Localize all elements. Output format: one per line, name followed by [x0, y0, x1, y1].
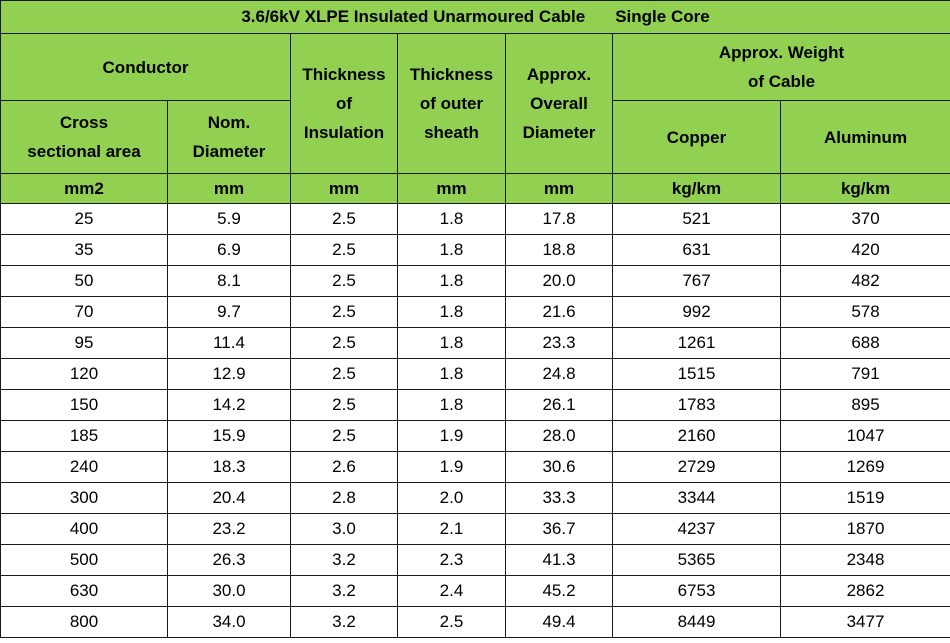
header-thickness-outer-sheath: Thickness of outer sheath — [398, 34, 506, 174]
units-row — [1, 174, 950, 204]
unit-cell: kg/km — [781, 174, 950, 204]
table-cell: 1269 — [781, 452, 950, 483]
table-cell: 791 — [781, 359, 950, 390]
unit-cell: mm — [506, 174, 613, 204]
table-cell: 1261 — [613, 328, 781, 359]
table-cell: 2.5 — [398, 607, 506, 638]
table-cell: 2.5 — [291, 421, 398, 452]
table-cell: 70 — [1, 297, 168, 328]
header-copper: Copper — [613, 101, 781, 174]
table-cell: 895 — [781, 390, 950, 421]
table-cell: 1.8 — [398, 235, 506, 266]
table-row — [1, 328, 950, 359]
table-cell: 4237 — [613, 514, 781, 545]
table-row — [1, 545, 950, 576]
table-cell: 2.4 — [398, 576, 506, 607]
table-cell: 9.7 — [168, 297, 291, 328]
table-cell: 18.3 — [168, 452, 291, 483]
table-cell: 24.8 — [506, 359, 613, 390]
table-cell: 33.3 — [506, 483, 613, 514]
table-cell: 26.3 — [168, 545, 291, 576]
table-cell: 1.8 — [398, 359, 506, 390]
table-cell: 23.2 — [168, 514, 291, 545]
header-overall-diameter: Approx. Overall Diameter — [506, 34, 613, 174]
table-cell: 2.6 — [291, 452, 398, 483]
table-cell: 688 — [781, 328, 950, 359]
table-cell: 25 — [1, 204, 168, 235]
title-main: 3.6/6kV XLPE Insulated Unarmoured Cable — [241, 7, 586, 26]
table-cell: 2.5 — [291, 266, 398, 297]
table-cell: 36.7 — [506, 514, 613, 545]
table-cell: 800 — [1, 607, 168, 638]
table-cell: 8.1 — [168, 266, 291, 297]
unit-cell: mm — [168, 174, 291, 204]
header-cross-sectional-area: Cross sectional area — [1, 101, 168, 174]
table-cell: 3.0 — [291, 514, 398, 545]
table-body — [1, 204, 950, 638]
table-cell: 500 — [1, 545, 168, 576]
table-cell: 3.2 — [291, 607, 398, 638]
table-cell: 2.0 — [398, 483, 506, 514]
table-cell: 1047 — [781, 421, 950, 452]
table-cell: 23.3 — [506, 328, 613, 359]
table-cell: 2348 — [781, 545, 950, 576]
table-row — [1, 266, 950, 297]
table-cell: 1.8 — [398, 204, 506, 235]
table-cell: 20.4 — [168, 483, 291, 514]
table-cell: 1.8 — [398, 328, 506, 359]
table-row — [1, 483, 950, 514]
table-title — [1, 1, 950, 34]
table-cell: 15.9 — [168, 421, 291, 452]
table-row — [1, 390, 950, 421]
table-cell: 5.9 — [168, 204, 291, 235]
table-row — [1, 235, 950, 266]
table-cell: 5365 — [613, 545, 781, 576]
table-cell: 21.6 — [506, 297, 613, 328]
title-suffix: Single Core — [615, 7, 710, 26]
table-row — [1, 359, 950, 390]
table-row — [1, 421, 950, 452]
table-cell: 300 — [1, 483, 168, 514]
table-cell: 120 — [1, 359, 168, 390]
unit-cell: kg/km — [613, 174, 781, 204]
table-cell: 18.8 — [506, 235, 613, 266]
table-cell: 2729 — [613, 452, 781, 483]
table-cell: 3.2 — [291, 545, 398, 576]
table-cell: 2.5 — [291, 204, 398, 235]
table-cell: 631 — [613, 235, 781, 266]
table-cell: 14.2 — [168, 390, 291, 421]
table-cell: 1.9 — [398, 452, 506, 483]
table-cell: 95 — [1, 328, 168, 359]
table-row — [1, 576, 950, 607]
table-cell: 3.2 — [291, 576, 398, 607]
table-cell: 49.4 — [506, 607, 613, 638]
table-cell: 767 — [613, 266, 781, 297]
table-cell: 370 — [781, 204, 950, 235]
table-cell: 150 — [1, 390, 168, 421]
table-cell: 1870 — [781, 514, 950, 545]
header-conductor: Conductor — [1, 34, 291, 101]
table-cell: 45.2 — [506, 576, 613, 607]
unit-cell: mm — [291, 174, 398, 204]
table-cell: 6753 — [613, 576, 781, 607]
header-nom-diameter: Nom. Diameter — [168, 101, 291, 174]
table-cell: 2.1 — [398, 514, 506, 545]
table-cell: 1.9 — [398, 421, 506, 452]
table-cell: 521 — [613, 204, 781, 235]
table-cell: 578 — [781, 297, 950, 328]
table-row — [1, 297, 950, 328]
table-cell: 2862 — [781, 576, 950, 607]
table-cell: 34.0 — [168, 607, 291, 638]
table-cell: 6.9 — [168, 235, 291, 266]
table-cell: 17.8 — [506, 204, 613, 235]
table-cell: 11.4 — [168, 328, 291, 359]
table-cell: 50 — [1, 266, 168, 297]
table-cell: 630 — [1, 576, 168, 607]
table-cell: 185 — [1, 421, 168, 452]
table-cell: 26.1 — [506, 390, 613, 421]
table-cell: 3477 — [781, 607, 950, 638]
table-row — [1, 514, 950, 545]
table-cell: 2.5 — [291, 390, 398, 421]
table-cell: 12.9 — [168, 359, 291, 390]
table-cell: 20.0 — [506, 266, 613, 297]
table-cell: 1.8 — [398, 297, 506, 328]
table-cell: 1.8 — [398, 266, 506, 297]
table-cell: 8449 — [613, 607, 781, 638]
table-cell: 992 — [613, 297, 781, 328]
table-cell: 35 — [1, 235, 168, 266]
table-cell: 400 — [1, 514, 168, 545]
table-cell: 3344 — [613, 483, 781, 514]
table-cell: 2.5 — [291, 297, 398, 328]
table-row — [1, 204, 950, 235]
table-cell: 482 — [781, 266, 950, 297]
table-cell: 1515 — [613, 359, 781, 390]
table-cell: 1519 — [781, 483, 950, 514]
table-cell: 1783 — [613, 390, 781, 421]
table-cell: 30.0 — [168, 576, 291, 607]
header-thickness-insulation: Thickness of Insulation — [291, 34, 398, 174]
table-cell: 240 — [1, 452, 168, 483]
table-cell: 2.5 — [291, 359, 398, 390]
table-cell: 2.3 — [398, 545, 506, 576]
header-approx-weight: Approx. Weight of Cable — [613, 34, 950, 101]
table-cell: 2160 — [613, 421, 781, 452]
table-cell: 2.5 — [291, 328, 398, 359]
header-aluminum: Aluminum — [781, 101, 950, 174]
table-cell: 1.8 — [398, 390, 506, 421]
unit-cell: mm — [398, 174, 506, 204]
table-cell: 420 — [781, 235, 950, 266]
table-cell: 30.6 — [506, 452, 613, 483]
table-row — [1, 452, 950, 483]
table-cell: 2.8 — [291, 483, 398, 514]
table-cell: 28.0 — [506, 421, 613, 452]
table-cell: 41.3 — [506, 545, 613, 576]
table-row — [1, 607, 950, 638]
table-cell: 2.5 — [291, 235, 398, 266]
unit-cell: mm2 — [1, 174, 168, 204]
